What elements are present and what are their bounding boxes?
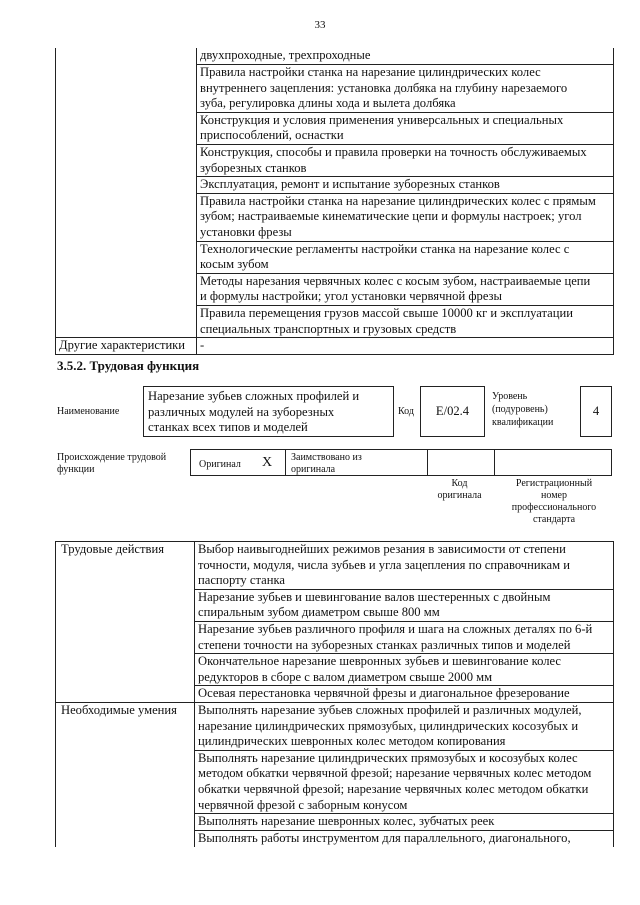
function-name-text: Нарезание зубьев сложных профилей и различных модулей на зуборезных станках всех типов и моделей [148,389,360,434]
labor-item-text: Выбор наивыгоднейших режимов резания в зависимости от степени точности, модуля, числа зубьев и угла зацепления по справочникам и паспорту станка [195,542,614,590]
requirement-text: Конструкция и условия применения универсальных и специальных приспособлений, оснастки [197,112,614,144]
labor-item-text: Окончательное нарезание шевронных зубьев и шевингование колес редукторов в сборе с валом диаметром свыше 2000 мм [195,654,614,686]
labor-function-table [55,541,614,847]
requirement-text: Методы нарезания червячных колес с косым зубом, настраиваемые цепи и формулы настройки; угол установки червячной фрезы [197,273,614,305]
requirement-row [56,273,614,305]
requirement-text: - [197,338,614,355]
row-label-cell [56,145,197,177]
requirement-text: двухпроходные, трехпроходные [197,48,614,65]
borrowed-cell [285,449,428,476]
row-label-cell [56,112,197,144]
original-code-cell [427,449,495,476]
labor-row [56,702,614,750]
requirement-row [56,177,614,194]
row-label-cell [56,241,197,273]
section-title: 3.5.2. Трудовая функция [57,358,200,373]
row-label-cell [56,48,197,65]
labor-item-text: Выполнять нарезание цилиндрических прямозубых и косозубых колес методом обкатки червячной фрезой; нарезание червячных колес методом обкатки червячной фрезой; нарезание червячных колес методом обкатки червячной фрезой с заборным конусом [195,750,614,813]
requirement-row [56,306,614,338]
requirement-text: Правила перемещения грузов массой свыше 10000 кг и эксплуатации специальных транспортных и грузовых средств [197,306,614,338]
name-label: Наименование [57,406,120,417]
borrowed-label: Заимствовано из оригинала [291,452,362,475]
original-cell [190,449,286,476]
requirement-text: Эксплуатация, ремонт и испытание зуборезных станков [197,177,614,194]
qualification-level-value: 4 [592,404,600,418]
requirement-text: Правила настройки станка на нарезание цилиндрических колес с прямым зубом; настраиваемые кинематические цепи и формулы настроек; угол установки фрезы [197,193,614,241]
page-number: 33 [314,19,326,31]
labor-item-text: Выполнять нарезание шевронных колес, зубчатых реек [195,814,614,831]
function-name-box [143,386,394,437]
labor-item-text: Осевая перестановка червячной фрезы и диагональное фрезерование [195,686,614,703]
row-label-cell [56,65,197,113]
labor-item-text: Выполнять нарезание зубьев сложных профилей и различных модулей, нарезание цилиндрических прямозубых, цилиндрических косозубых и цилиндрических шевронных колес методом копирования [195,702,614,750]
original-label: Оригинал [199,459,241,470]
registration-number-caption: Регистрационный номер профессионального стандарта [511,478,597,525]
requirement-row [56,241,614,273]
labor-item-text: Нарезание зубьев и шевингование валов шестеренных с двойным спиральным зубом диаметром свыше 800 мм [195,589,614,621]
requirement-row [56,193,614,241]
original-mark: X [262,455,273,470]
row-label-cell [56,273,197,305]
requirements-table-continued [55,48,614,355]
requirement-row [56,48,614,65]
requirement-row [56,145,614,177]
qualification-level-box [580,386,612,437]
requirement-text: Технологические регламенты настройки станка на нарезание колес с косым зубом [197,241,614,273]
requirement-row [56,65,614,113]
requirement-row [56,338,614,355]
row-label-cell: Другие характеристики [56,338,197,355]
row-label-cell [56,177,197,194]
origin-label: Происхождение трудовой функции [57,452,167,475]
labor-row [56,542,614,590]
function-code-value: E/02.4 [435,404,470,418]
function-code-box [420,386,485,437]
requirement-text: Правила настройки станка на нарезание цилиндрических колес внутреннего зацепления: установка долбяка на глубину нарезаемого зуба, регулировка длины хода и вылета долбяка [197,65,614,113]
origin-row [190,449,612,476]
group-label: Трудовые действия [56,542,195,703]
labor-item-text: Нарезание зубьев различного профиля и шага на сложных деталях по 6-й степени точности на зуборезных станках различных типов и моделей [195,621,614,653]
row-label-cell [56,306,197,338]
requirement-row [56,112,614,144]
registration-number-cell [494,449,612,476]
qualification-level-label: Уровень (подуровень) квалификации [492,391,554,428]
code-label: Код [398,406,414,417]
requirement-text: Конструкция, способы и правила проверки на точность обслуживаемых зуборезных станков [197,145,614,177]
group-label: Необходимые умения [56,702,195,846]
row-label-cell [56,193,197,241]
original-code-caption: Код оригинала [437,478,482,501]
labor-item-text: Выполнять работы инструментом для параллельного, диагонального, [195,830,614,847]
